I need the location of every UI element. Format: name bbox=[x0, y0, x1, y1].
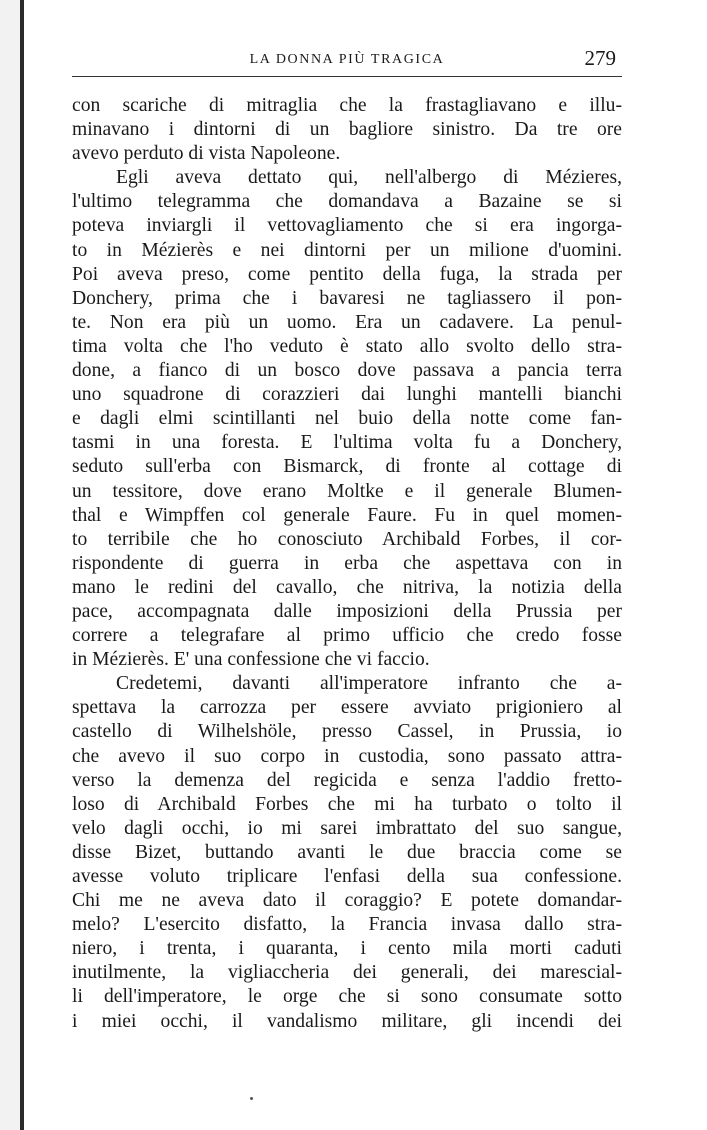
text-line: Poi aveva preso, come pentito della fuga, la strada per bbox=[72, 263, 622, 285]
text-line: li dell'imperatore, le orge che si sono consumate sotto bbox=[72, 986, 622, 1008]
text-line: avesse voluto triplicare l'enfasi della sua confessione. bbox=[72, 866, 622, 887]
text-line: poteva inviargli il vettovagliamento che si era ingorga- bbox=[72, 215, 622, 237]
text-line: thal e Wimpffen col generale Faure. Fu in quel momen- bbox=[72, 504, 622, 526]
page-binding-edge bbox=[0, 0, 24, 1130]
text-line: uno squadrone di corazzieri dai lunghi mantelli bianchi bbox=[72, 384, 622, 406]
text-line: melo? L'esercito disfatto, la Francia invasa dallo stra- bbox=[72, 914, 622, 936]
text-line: disse Bizet, buttando avanti le due braccia come se bbox=[72, 841, 622, 863]
running-title: LA DONNA PIÙ TRAGICA bbox=[249, 52, 445, 67]
text-line: loso di Archibald Forbes che mi ha turbato o tolto il bbox=[72, 793, 622, 815]
text-line: to in Mézierès e nei dintorni per un milione d'uomini. bbox=[72, 239, 622, 261]
text-line: che avevo il suo corpo in custodia, sono passato attra- bbox=[72, 745, 622, 767]
text-line: avevo perduto di vista Napoleone. bbox=[72, 143, 341, 165]
text-line: castello di Wilhelshöle, presso Cassel, in Prussia, io bbox=[72, 721, 622, 743]
text-line: Donchery, prima che i bavaresi ne tagliassero il pon- bbox=[72, 287, 622, 309]
text-line: to terribile che ho conosciuto Archibald Forbes, il cor- bbox=[72, 528, 622, 550]
text-line: rispondente di guerra in erba che aspettava con in bbox=[72, 552, 622, 574]
text-line: spettava la carrozza per essere avviato prigioniero al bbox=[72, 697, 622, 719]
text-line: minavano i dintorni di un bagliore sinistro. Da tre ore bbox=[72, 119, 622, 141]
text-line: done, a fianco di un bosco dove passava a pancia terra bbox=[72, 360, 622, 382]
text-line: pace, accompagnata dalle imposizioni della Prussia per bbox=[72, 600, 622, 622]
body-text bbox=[72, 94, 622, 1034]
text-line: seduto sull'erba con Bismarck, di fronte al cottage di bbox=[72, 456, 622, 478]
text-line: un tessitore, dove erano Moltke e il generale Blumen- bbox=[72, 480, 622, 502]
text-line: l'ultimo telegramma che domandava a Bazaine se si bbox=[72, 191, 622, 213]
page-header bbox=[72, 46, 622, 77]
text-line: Egli aveva dettato qui, nell'albergo di Mézieres, bbox=[116, 167, 622, 189]
text-line: niero, i trenta, i quaranta, i cento mila morti caduti bbox=[72, 938, 622, 960]
text-line: tasmi in una foresta. E l'ultima volta fu a Donchery, bbox=[72, 432, 622, 454]
text-line: tima volta che l'ho veduto è stato allo svolto dello stra- bbox=[72, 335, 622, 357]
print-speck bbox=[250, 1097, 253, 1100]
text-line: te. Non era più un uomo. Era un cadavere. La penul- bbox=[72, 311, 622, 333]
text-line: Credetemi, davanti all'imperatore infranto che a- bbox=[116, 673, 622, 695]
text-line: i miei occhi, il vandalismo militare, gli incendi dei bbox=[72, 1010, 622, 1032]
text-line: verso la demenza del regicida e senza l'addio fretto- bbox=[72, 769, 622, 791]
page-number: 279 bbox=[584, 46, 616, 70]
text-line: inutilmente, la vigliaccheria dei generali, dei marescial- bbox=[72, 962, 622, 984]
text-line: correre a telegrafare al primo ufficio che credo fosse bbox=[72, 625, 622, 647]
text-line: velo dagli occhi, io mi sarei imbrattato del suo sangue, bbox=[72, 817, 622, 839]
text-line: con scariche di mitraglia che la frastagliavano e illu- bbox=[72, 95, 622, 116]
text-line: in Mézierès. E' una confessione che vi faccio. bbox=[72, 649, 430, 671]
text-line: e dagli elmi scintillanti nel buio della notte come fan- bbox=[72, 408, 622, 430]
text-line: Chi me ne aveva dato il coraggio? E potete domandar- bbox=[72, 890, 622, 912]
text-line: mano le redini del cavallo, che nitriva, la notizia della bbox=[72, 576, 622, 598]
